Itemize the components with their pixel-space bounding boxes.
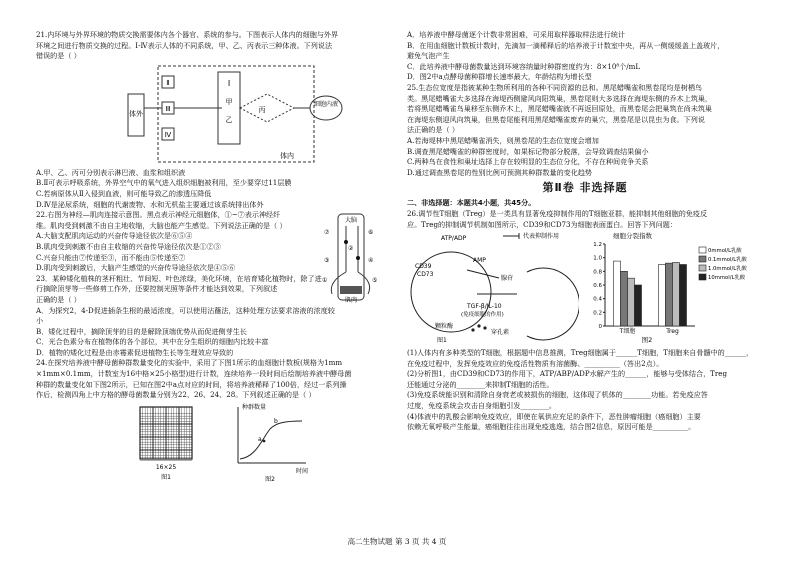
q24-line: 作后，检测四角上中方格的酵母菌数量分别为22、26、24、28。下列叙述正确的是（ ）: [36, 390, 316, 400]
granule: [477, 324, 480, 327]
legend-label: 0mmol/L乳酸: [708, 248, 742, 255]
q23-line: 行摘除顶芽等一些修剪工作外，还要控制光照等条件才能达到效果，下列叙述: [36, 284, 278, 294]
body-boundary: [158, 66, 314, 162]
option: B.Ⅱ可表示呼吸系统，外界空气中的氧气进入组织细胞被利用，至少要穿过11层膜: [36, 178, 292, 188]
lactate-bar-chart: [583, 230, 763, 346]
growth-curve: [226, 401, 316, 483]
q24-line: 24.在探究培养液中酵母菌种群数量变化的实验中，采用了下图1所示的血细胞计数板(规格为1mm: [36, 358, 343, 368]
chart-bars: [614, 261, 687, 326]
fiber-num: ⑥: [368, 229, 374, 237]
option: C．此培养液中酵母菌数量达到环境容纳量时种群密度约为：8×10⁸个/mL: [407, 61, 641, 71]
option: A.大脑支配肌肉运动的兴奋传导途径依次是⑥⑤④: [36, 231, 193, 241]
grid-caption: 16×25: [155, 463, 177, 471]
t-cell: [527, 268, 579, 340]
section-title: 第Ⅱ卷 非选择题: [542, 181, 628, 195]
q25-line: 法正确的是（ ）: [407, 125, 459, 135]
treg-mechanism-diagram: [407, 230, 579, 346]
option: D.肌肉受到刺激后，大脑产生感觉的兴奋传导途径依次是④⑤⑥: [36, 263, 236, 273]
option: D．图2中a点酵母菌种群增长速率最大，年龄结构为增长型: [407, 72, 592, 82]
q22-line: 22.右图为神经—肌肉连接示意图。黑点表示神经元细胞体，①~⑦表示神经纤: [36, 210, 281, 220]
system-2-label: Ⅱ: [166, 78, 170, 87]
bar-1-2: [673, 263, 680, 327]
q21-stem: [36, 30, 382, 62]
x-tick-label: T细胞: [619, 328, 636, 336]
fluid-exchange-loop: [240, 94, 294, 122]
outside-label: 体外: [129, 109, 143, 118]
fiber-num: ⑦: [324, 229, 330, 237]
y-axis-label: 种群数量: [242, 403, 267, 411]
q26-subq: 依赖无氧呼吸产生能量，癌细胞往往出现免疫逃逸，结合图2信息，原因可能是__________。: [407, 422, 696, 432]
legend-inhibit-label: 代表抑制作用: [523, 233, 560, 241]
arrow: [467, 270, 499, 278]
fiber-num: ②: [348, 245, 354, 253]
y-tick-label: 0: [598, 324, 602, 331]
y-tick-label: 0.6: [593, 283, 602, 290]
bar-1-0: [659, 265, 666, 327]
q21-line: 错误的是（ ）: [36, 51, 81, 61]
option: D.通过调查黑卷尾的性别比例可预测其种群数量的变化趋势: [407, 167, 593, 177]
option: B．矮化过程中，摘除顶芽的目的是解除顶端优势从而促进侧芽生长: [36, 326, 247, 336]
cell-oval: [310, 96, 342, 120]
fig1-label: 图1: [161, 473, 171, 481]
fiber-num: ③: [324, 257, 330, 265]
y-tick-label: 0.4: [593, 296, 602, 303]
cd39-label: CD39: [415, 263, 432, 271]
q25-line: 25.生态位宽度是指被某种生物所利用的各种不同资源的总和。黑尾蜡嘴雀和黑卷尾均是树栖鸟: [407, 82, 703, 92]
y-tick-label: 1.0: [593, 255, 602, 262]
fig2-label: 图2: [265, 475, 275, 483]
bar-0-1: [621, 271, 628, 326]
option: D．植物的矮化过程是由赤霉素促进植物生长等生理效应导致的: [36, 347, 234, 357]
legend-swatch: [699, 274, 706, 280]
q26-line: 应。Treg的抑制调节机制如图所示，CD39和CD73为细胞表面蛋白。回答下列问题：: [407, 219, 677, 229]
option: B．在用血细胞计数板计数时，先滴加一滴稀释后的培养液于计数室中央，再从一侧缓缓盖上盖玻片，: [407, 40, 725, 50]
option: C.两种鸟在食性和巢址选择上存在较明显的生态位分化，不存在种间竞争关系: [407, 157, 649, 167]
option: D.Ⅳ是泌尿系统，细胞的代谢废物、水和无机盐主要通过该系统排出体外: [36, 199, 264, 209]
bar-1-1: [666, 263, 673, 326]
muscle-label: 肌肉: [344, 297, 358, 305]
adenosine-label: 腺苷: [501, 275, 514, 283]
page-footer: 高二生物试题 第 3 页 共 4 页: [347, 537, 447, 546]
y-tick-label: 1.2: [593, 242, 602, 249]
y-tick-label: 0.8: [593, 269, 602, 276]
option: B.肌肉受到刺激不由自主收缩的兴奋传导途径依次是①②③: [36, 241, 221, 251]
point-a-label: a: [258, 435, 262, 443]
q26-subq: (3)免疫系统能识别和清除自身衰老或被损伤的细胞，这体现了机体的________功能。若免疫应答: [407, 390, 708, 400]
q21-line: 21.内环境与外界环境的物质交换需要体内各个器官、系统的参与。下图表示人体内的细胞与外界: [36, 30, 339, 39]
fiber-num: ⑤: [372, 277, 378, 285]
atp-label: ATP/ADP: [441, 235, 467, 243]
option: C.兴奋只能由⑦传递至③，而不能由⑤传递至⑦: [36, 252, 186, 262]
option: C.若病原体从Ⅱ入侵到血液，则可能导致乙的渗透压降低: [36, 188, 212, 198]
option: 避免气泡产生: [407, 51, 450, 61]
q21-figure: [36, 62, 382, 168]
q26-stem: [407, 209, 763, 230]
q25-block: [407, 83, 763, 178]
q24-options: [407, 30, 763, 83]
grid-lines: [140, 407, 192, 460]
s-curve: [240, 421, 302, 459]
left-column: [36, 30, 382, 489]
legend-swatch: [699, 247, 706, 253]
neuron-body: [356, 256, 360, 260]
cd73-label: CD73: [417, 271, 434, 279]
fig1-label: 图1: [437, 337, 447, 345]
q25-line: 若将黑尾蜡嘴雀鸟巢移至东侧乔木上，黑尾蜡嘴雀就不再返回原处，而黑卷尾会把巢筑在尚未筑巢: [407, 104, 713, 114]
fiber-num: ④: [368, 257, 374, 265]
option: 小: [36, 316, 44, 326]
q26-subq: (1)人体内有多种类型的T细胞，根据题中信息推测，Treg细胞属于______T细胞，T细胞来自骨髓中的______，: [407, 348, 754, 358]
legend-swatch: [699, 256, 706, 262]
option: C．光合色素分布在植物体的各个部位，其中在分生组织的细胞内比较丰富: [36, 337, 269, 347]
option: A．为探究2，4-D促进插条生根的最适浓度，可以使用沾蘸法，这种处理方法要求溶液的浓度较: [36, 305, 335, 315]
option: B.调查黑尾蜡嘴雀的种群密度时，如果标记物部分脱落，会导致调查结果偏小: [407, 146, 649, 156]
q26-line: 26.调节性T细胞（Treg）是一类具有显著免疫抑制作用的T细胞亚群，能抑制其他细胞的免疫反: [407, 208, 708, 218]
nerve-muscle-diagram: [318, 212, 384, 304]
q23-line: 23．某种矮化植株的茎秆粗壮、节间短、叶色浓绿，美化环境，在培育矮化植物时，除了进: [36, 273, 322, 283]
fluid-jia: 甲: [225, 97, 233, 106]
right-column: [407, 30, 763, 433]
bar-0-3: [635, 285, 642, 326]
body-exchange-diagram: [122, 64, 352, 168]
q26-subq: 还能通过分泌的________来抑制T细胞的活性。: [407, 379, 554, 389]
inside-label: 体内: [280, 151, 294, 160]
q24-block: [36, 358, 382, 400]
tgf-label: TGF-β/IL-10: [467, 303, 502, 311]
amp-label: AMP: [473, 257, 486, 265]
q23-line: 正确的是（ ）: [36, 294, 81, 304]
fluid-bing: 丙: [258, 105, 266, 114]
granule: [483, 326, 486, 329]
fiber-num: ①: [322, 277, 328, 285]
system-4-label: Ⅳ: [164, 130, 172, 139]
brain-label: 大脑: [344, 217, 358, 225]
q26-subq: (4)体液中的乳酸会影响免疫效应，即使在氧供应充足的条件下，恶性肿瘤细胞（癌细胞）主要: [407, 411, 701, 421]
system-3-label: Ⅲ: [165, 104, 171, 113]
q26-subq: 在免疫过程中，发挥免疫效应的免疫活性物质有溶菌酶、__________（答出2点）。: [407, 358, 664, 368]
neuron-body: [344, 240, 348, 244]
hemocytometer-grid: [132, 403, 202, 485]
legend-label: 10mmol/L乳酸: [708, 275, 746, 282]
muscle-block: [340, 286, 362, 294]
x-axis-label: 时间: [296, 467, 309, 475]
q22-text: [36, 210, 314, 274]
bar-1-3: [680, 265, 687, 327]
granzyme-label: 颗粒酶: [435, 323, 454, 331]
x-tick-label: Treg: [666, 328, 679, 336]
option: A.若海堤林中黑尾蜡嘴雀消失，则黑卷尾的生态位宽度会增加: [407, 135, 599, 145]
option: A．培养液中酵母菌逐个计数非常困难，可采用取样器取样法进行统计: [407, 30, 625, 39]
q21-options: [36, 168, 382, 210]
q26-subq: 过度，免疫系统会攻击自身细胞引发________。: [407, 401, 556, 411]
q22-line: 维。肌肉受到刺激不由自主地收缩，大脑也能产生感觉。下列说法正确的是（ ）: [36, 220, 287, 230]
q26-questions: [407, 348, 763, 433]
q24-line: ×1mm×0.1mm，计数室为16中格×25小格型)进行计数，连续培养一段时间后绘制培养液中酵母菌: [36, 369, 352, 379]
point-a: [263, 439, 266, 442]
cell-label: 细胞内液: [313, 100, 339, 108]
legend-swatch: [699, 265, 706, 271]
fluid-yi: 乙: [225, 115, 233, 124]
q24-line: 种群的数量变化如下图2所示，已知在图2中a点对应的时间，将培养液稀释了100倍，经过一系列操: [36, 379, 347, 389]
perforin-label: 穿孔素: [491, 329, 510, 337]
q26-subq: (2)分析图1，由CD39和CD73的作用下，ATP/ABP/ADP水解产生的______，能够与受体结合，Treg: [407, 369, 728, 379]
bar-0-2: [628, 278, 635, 326]
section-note: 二、非选择题：本题共4小题，共45分。: [407, 198, 536, 208]
fig2-label: 图2: [641, 336, 653, 345]
q25-line: 类。黑尾蜡嘴雀大多选择在海堤西侧避风向阳筑巢，黑卷尾则大多选择在海堤东侧的乔木上筑巢，: [407, 93, 713, 103]
q21-line: 环境之间进行物质交换的过程。Ⅰ-Ⅳ表示人体的不同系统，甲、乙、丙表示三种体液。下列说法: [36, 40, 333, 50]
option: A.甲、乙、丙可分别表示淋巴液、血浆和组织液: [36, 167, 186, 177]
legend-label: 0.1mmol/L乳酸: [708, 257, 747, 264]
chart-legend: [699, 246, 747, 281]
legend-label: 1.0mmol/L乳酸: [708, 266, 747, 273]
q25-line: 在海堤东侧迎风向筑巢，但黑卷尾能利用黑尾蜡嘴雀废弃的巢穴，黑卷尾是以昆虫为食。下列说: [407, 114, 705, 124]
y-tick-label: 0.2: [593, 310, 602, 317]
q26-figures: [407, 230, 763, 348]
q24-figures: [36, 401, 382, 489]
point-b-label: b: [274, 417, 278, 425]
bar-0-0: [614, 261, 621, 326]
chart-title: 细胞分裂指数: [613, 232, 652, 241]
granule: [471, 328, 474, 331]
system-1-label: Ⅰ: [227, 78, 231, 88]
immune-cell-label: (免疫细胞的作用): [461, 312, 504, 319]
